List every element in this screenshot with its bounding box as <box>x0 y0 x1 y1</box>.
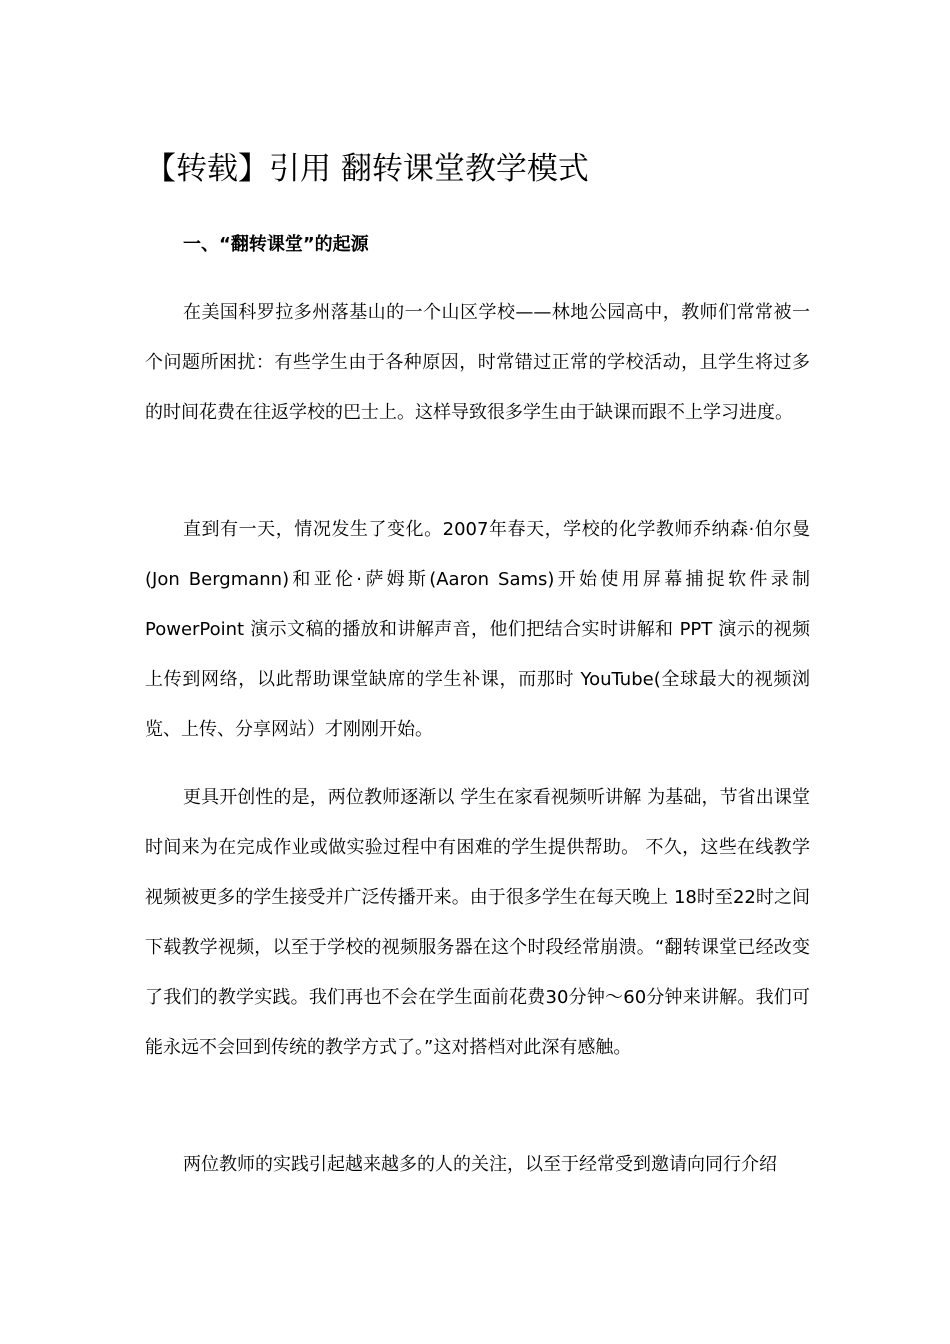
paragraph-2: 直到有一天，情况发生了变化。2007年春天，学校的化学教师乔纳森·伯尔曼(Jon Bergmann)和亚伦·萨姆斯(Aaron Sams)开始使用屏幕捕捉软件录制PowerPoint 演示文稿的播放和讲解声音，他们把结合实时讲解和 PPT 演示的视频上传到网络，以此帮助课堂缺席的学生补课，而那时 YouTube(全球最大的视频浏览、上传、分享网站）才刚刚开始。 <box>145 519 810 740</box>
section-heading: 一、“翻转课堂”的起源 <box>183 234 369 255</box>
paragraph-1: 在美国科罗拉多州落基山的一个山区学校——林地公园高中，教师们常常被一个问题所困扰：有些学生由于各种原因，时常错过正常的学校活动，且学生将过多的时间花费在往返学校的巴士上。这样导致很多学生由于缺课而跟不上学习进度。 <box>145 302 810 423</box>
paragraph-3: 更具开创性的是，两位教师逐渐以 学生在家看视频听讲解 为基础，节省出课堂时间来为在完成作业或做实验过程中有困难的学生提供帮助。 不久，这些在线教学视频被更多的学生接受并广泛传播开来。由于很多学生在每天晚上 18时至22时之间下载教学视频，以至于学校的视频服务器在这个时段经常崩溃。“翻转课堂已经改变了我们的教学实践。我们再也不会在学生面前花费30分钟～60分钟来讲解。我们可能永远不会回到传统的教学方式了。”这对搭档对此深有感触。 <box>145 787 810 1058</box>
paragraph-4: 两位教师的实践引起越来越多的人的关注，以至于经常受到邀请向同行介绍 <box>183 1154 777 1175</box>
document-title: 【转载】引用 翻转课堂教学模式 <box>145 151 589 187</box>
